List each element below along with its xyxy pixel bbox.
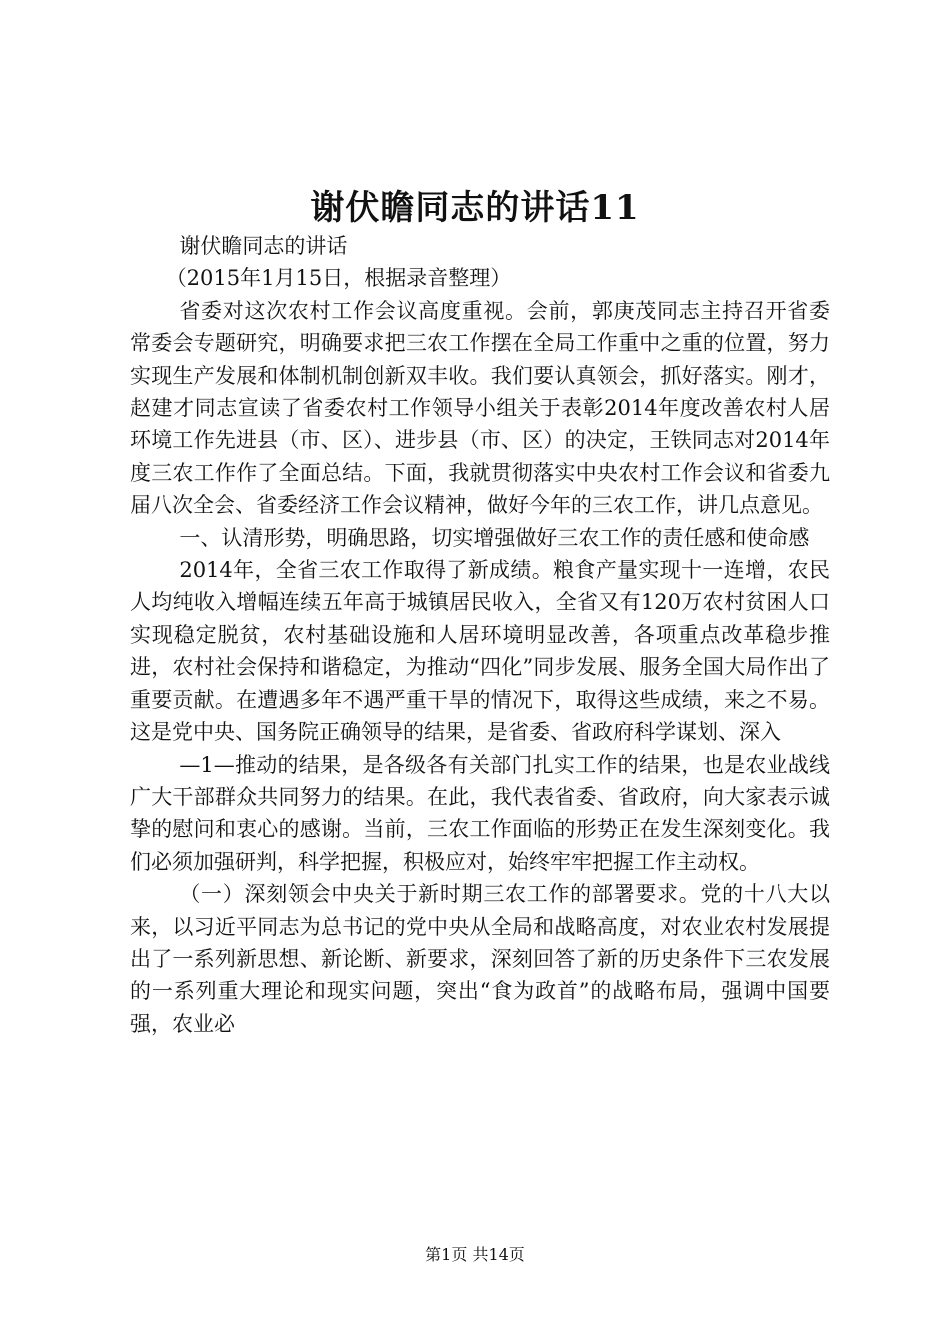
paragraph: 2014年，全省三农工作取得了新成绩。粮食产量实现十一连增，农民人均纯收入增幅连续五年高于城镇居民收入，全省又有120万农村贫困人口实现稳定脱贫，农村基础设施和人居环境明显改善，各项重点改革稳步推进，农村社会保持和谐稳定，为推动“四化”同步发展、服务全国大局作出了重要贡献。在遭遇多年不遇严重干旱的情况下，取得这些成绩，来之不易。这是党中央、国务院正确领导的结果，是省委、省政府科学谋划、深入 bbox=[130, 558, 830, 745]
paragraph: 省委对这次农村工作会议高度重视。会前，郭庚茂同志主持召开省委常委会专题研究，明确要求把三农工作摆在全局工作重中之重的位置，努力实现生产发展和体制机制创新双丰收。我们要认真领会，抓好落实。刚才，赵建才同志宣读了省委农村工作领导小组关于表彰2014年度改善农村人居环境工作先进县（市、区）、进步县（市、区）的决定，王铁同志对2014年度三农工作作了全面总结。下面，我就贯彻落实中央农村工作会议和省委九届八次全会、省委经济工作会议精神，做好今年的三农工作，讲几点意见。 bbox=[130, 298, 830, 518]
paragraph: —1—推动的结果，是各级各有关部门扎实工作的结果，也是农业战线广大干部群众共同努力的结果。在此，我代表省委、省政府，向大家表示诚挚的慰问和衷心的感谢。当前，三农工作面临的形势正在发生深刻变化。我们必须加强研判，科学把握，积极应对，始终牢牢把握工作主动权。 bbox=[130, 752, 830, 874]
page-footer: 第1页 共14页 bbox=[425, 1245, 525, 1264]
document-title: 谢伏瞻同志的讲话11 bbox=[310, 188, 640, 228]
speech-subtitle: 谢伏瞻同志的讲话 bbox=[179, 234, 348, 258]
speech-date-note: （2015年1月15日，根据录音整理） bbox=[165, 266, 512, 291]
document-body bbox=[130, 230, 830, 1040]
section-heading: 一、认清形势，明确思路，切实增强做好三农工作的责任感和使命感 bbox=[179, 525, 810, 550]
paragraph: （一）深刻领会中央关于新时期三农工作的部署要求。党的十八大以来，以习近平同志为总书记的党中央从全局和战略高度，对农业农村发展提出了一系列新思想、新论断、新要求，深刻回答了新的历史条件下三农发展的一系列重大理论和现实问题，突出“食为政首”的战略布局，强调中国要强，农业必 bbox=[130, 882, 830, 1036]
